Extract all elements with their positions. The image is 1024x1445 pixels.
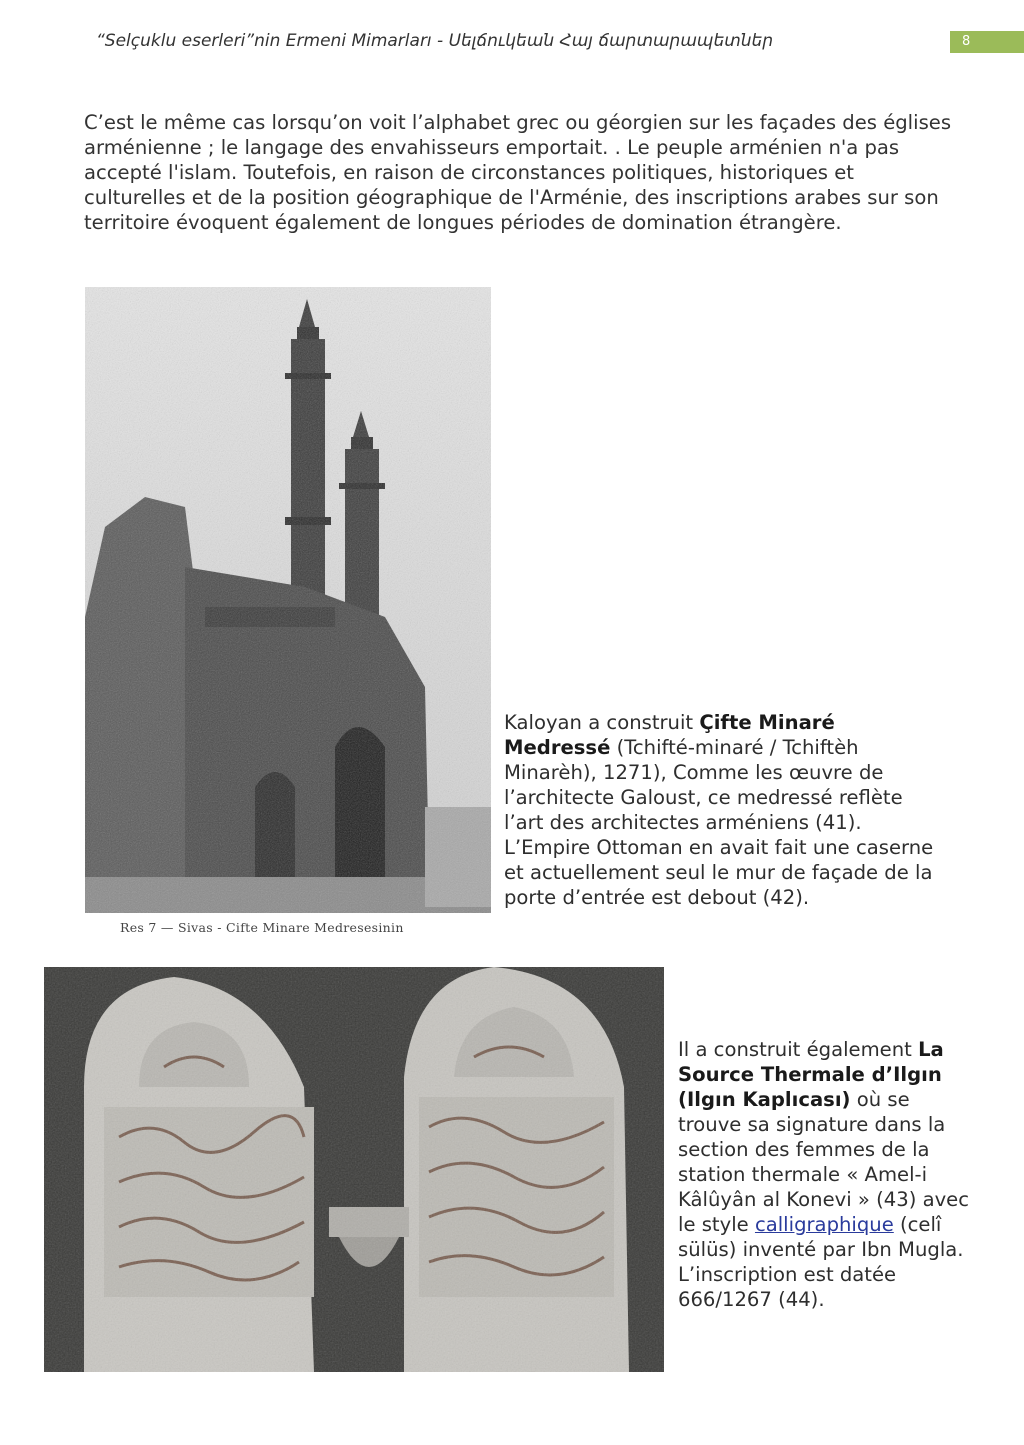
intro-paragraph: C’est le même cas lorsqu’on voit l’alphabet grec ou géorgien sur les façades des églises arménienne ; le langage des envahisseurs emportait. . Le peuple arménien n'a pas accepté l'islam. Toutefois, en raison de circonstances politiques, historiques et culturelles et de la position géographique de l'Arménie, des inscriptions arabes sur son territoire évoquent également de longues périodes de domination étrangère.	[84, 111, 952, 234]
inscription-photo	[44, 967, 664, 1372]
kaloyan-text-rest: (Tchifté-minaré / Tchiftèh Minarèh), 1271), Comme les œuvre de l’architecte Galoust, ce medressé reflète l’art des architectes arméniens (41). L’Empire Ottoman en avait fait une caserne et actuellement seul le mur de façade de la porte d’entrée est debout (42).	[504, 736, 934, 909]
thermal-source-name: La Source Thermale d’Ilgın (Ilgın Kaplıcası)	[678, 1038, 944, 1111]
thermal-text-mid: où se trouve sa signature dans la section des femmes de la station thermale « Amel-i Kâlûyân al Konevi » (43) avec le style	[678, 1088, 969, 1236]
thermal-text-end: (celî sülüs) inventé par Ibn Mugla. L’inscription est datée 666/1267 (44).	[678, 1213, 964, 1311]
header-title: “Selçuklu eserleri”nin Ermeni Mimarları - Սելճուկեան Հայ ճարտարապետներ	[96, 31, 774, 51]
page-number: 8	[950, 31, 1024, 53]
madrasa-name: Çifte Minaré Medressé	[504, 711, 835, 759]
inscription-photo-drawing	[44, 967, 664, 1372]
calligraphique-link[interactable]: calligraphique	[754, 1213, 894, 1236]
minaret-photo-drawing	[85, 287, 491, 913]
minaret-madrasa-photo	[85, 287, 491, 913]
kaloyan-text-start: Kaloyan a construit	[504, 711, 700, 734]
thermal-text-start: Il a construit également	[678, 1038, 919, 1061]
kaloyan-paragraph	[504, 710, 944, 910]
thermal-source-paragraph	[678, 1037, 978, 1312]
figure-caption: Res 7 — Sivas - Cifte Minare Medresesinin	[120, 920, 404, 935]
